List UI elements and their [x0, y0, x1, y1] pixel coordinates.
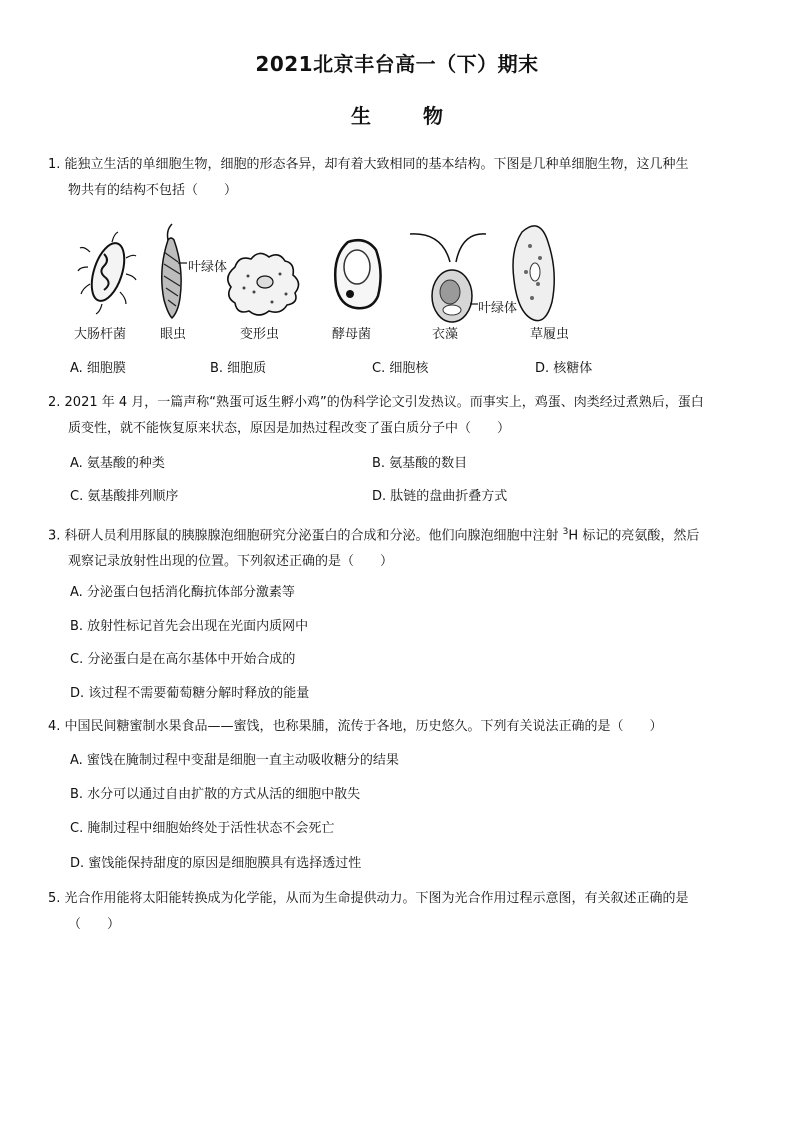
- q3-option-b: B. 放射性标记首先会出现在光面内质网中: [70, 619, 309, 634]
- question-2: [48, 390, 748, 442]
- question-5-line-1: 5. 光合作用能将太阳能转换成为化学能，从而为生命提供动力。下图为光合作用过程示意图，有关叙述正确的是: [48, 891, 689, 906]
- q4-option-b: B. 水分可以通过自由扩散的方式从活的细胞中散失: [70, 787, 361, 802]
- q2-option-c: C. 氨基酸排列顺序: [70, 489, 179, 504]
- question-1: [48, 152, 748, 204]
- question-4-line-1: 4. 中国民间糖蜜制水果食品——蜜饯，也称果脯，流传于各地，历史悠久。下列有关说法正确的是（ ）: [48, 719, 663, 734]
- organism-label-amoeba: 变形虫: [240, 327, 280, 342]
- organism-label-euglena: 眼虫: [160, 327, 187, 342]
- subject-char-2: 物: [423, 104, 443, 128]
- organism-label-chlamydomonas: 衣藻: [432, 327, 459, 342]
- question-4: [48, 714, 748, 740]
- q3-option-a: A. 分泌蛋白包括消化酶抗体部分激素等: [70, 585, 295, 600]
- euglena-chloroplast-label: 叶绿体: [188, 260, 228, 275]
- chlamydomonas-drawing: [410, 234, 486, 322]
- q1-option-b: B. 细胞质: [210, 361, 267, 376]
- organism-label-paramecium: 草履虫: [530, 327, 570, 342]
- q1-option-c: C. 细胞核: [372, 361, 429, 376]
- q1-option-a: A. 细胞膜: [70, 361, 126, 376]
- q3-option-c: C. 分泌蛋白是在高尔基体中开始合成的: [70, 652, 296, 667]
- question-3-line-1: [48, 519, 748, 549]
- q4-option-a: A. 蜜饯在腌制过程中变甜是细胞一直主动吸收糖分的结果: [70, 753, 399, 768]
- organism-drawings: [60, 212, 710, 342]
- subject-char-1: 生: [351, 104, 371, 128]
- amoeba-drawing: [228, 253, 299, 315]
- chlamydomonas-chloroplast-label: 叶绿体: [478, 301, 518, 316]
- q2-option-a: A. 氨基酸的种类: [70, 456, 165, 471]
- euglena-drawing: [162, 224, 187, 318]
- q3-option-d: D. 该过程不需要葡萄糖分解时释放的能量: [70, 686, 310, 701]
- question-3-line-1-b: H 标记的亮氨酸，然后: [568, 528, 700, 544]
- q2-option-b: B. 氨基酸的数目: [372, 456, 468, 471]
- question-1-line-2: 物共有的结构不包括（ ）: [68, 183, 238, 198]
- organism-label-e-coli: 大肠杆菌: [74, 327, 127, 342]
- page-title: 2021北京丰台高一（下）期末: [255, 52, 539, 76]
- paramecium-drawing: [513, 226, 554, 321]
- question-5-line-2: （ ）: [68, 917, 121, 932]
- isotope-superscript: 3: [562, 527, 569, 537]
- question-2-line-1: 2. 2021 年 4 月，一篇声称“熟蛋可返生孵小鸡”的伪科学论文引发热议。而事实上，鸡蛋、肉类经过煮熟后，蛋白: [48, 395, 704, 410]
- organism-label-yeast: 酵母菌: [332, 327, 372, 342]
- e-coli-drawing: [78, 232, 136, 314]
- question-2-line-2: 质变性，就不能恢复原来状态，原因是加热过程改变了蛋白质分子中（ ）: [68, 421, 511, 436]
- yeast-drawing: [335, 240, 380, 308]
- question-3-line-2: 观察记录放射性出现的位置。下列叙述正确的是（ ）: [68, 554, 394, 570]
- question-1-line-1: 1. 能独立生活的单细胞生物，细胞的形态各异，却有着大致相同的基本结构。下图是几种单细胞生物，这几种生: [48, 157, 689, 172]
- q1-option-d: D. 核糖体: [535, 361, 593, 376]
- q2-option-d: D. 肽链的盘曲折叠方式: [372, 489, 508, 504]
- subject-heading: [0, 100, 794, 129]
- question-3-line-1-a: 3. 科研人员利用豚鼠的胰腺腺泡细胞研究分泌蛋白的合成和分泌。他们向腺泡细胞中注射: [48, 528, 563, 544]
- question-3: [48, 519, 748, 575]
- q4-option-d: D. 蜜饯能保持甜度的原因是细胞膜具有选择透过性: [70, 856, 362, 871]
- organism-figure: [60, 212, 710, 342]
- q4-option-c: C. 腌制过程中细胞始终处于活性状态不会死亡: [70, 821, 335, 836]
- question-5: [48, 886, 748, 938]
